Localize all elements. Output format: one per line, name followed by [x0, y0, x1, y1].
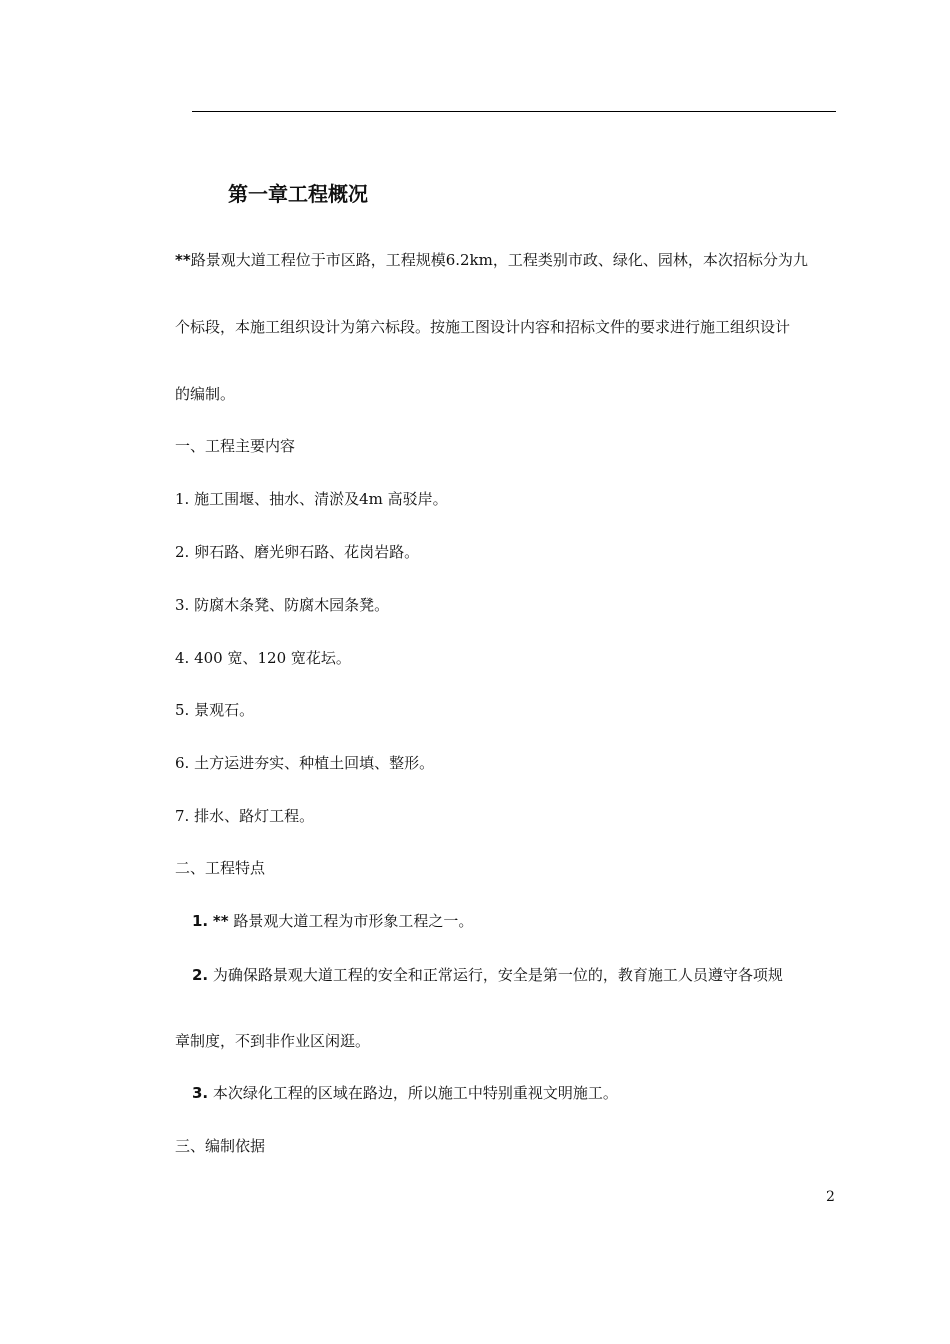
section-2-item-1-num: 1. — [192, 912, 209, 930]
intro-line-3: 的编制。 — [175, 385, 236, 403]
section-2-item-1-text: 路景观大道工程为市形象工程之一。 — [228, 912, 474, 930]
section-1-item-4: 4. 400 宽、120 宽花坛。 — [175, 649, 351, 667]
section-2-item-1-stars: ** — [212, 912, 229, 930]
section-2-item-3-text: 本次绿化工程的区域在路边，所以施工中特别重视文明施工。 — [212, 1084, 618, 1102]
chapter-title: 第一章工程概况 — [228, 182, 368, 206]
section-2-item-2 — [192, 965, 783, 985]
section-2-item-2-num: 2. — [192, 966, 209, 984]
section-3-heading: 三、编制依据 — [175, 1137, 266, 1155]
intro-stars: ** — [175, 251, 191, 269]
section-2-item-2-text: 为确保路景观大道工程的安全和正常运行，安全是第一位的，教育施工人员遵守各项规 — [212, 966, 783, 984]
intro-line-1 — [175, 250, 808, 270]
page-number: 2 — [826, 1189, 835, 1205]
section-2-item-1 — [192, 911, 473, 931]
section-1-item-2: 2. 卵石路、磨光卵石路、花岗岩路。 — [175, 543, 420, 561]
section-1-item-5: 5. 景观石。 — [175, 701, 255, 719]
section-2-heading: 二、工程特点 — [175, 859, 266, 877]
section-1-item-3: 3. 防腐木条凳、防腐木园条凳。 — [175, 596, 390, 614]
intro-line-1-text: 路景观大道工程位于市区路，工程规模6.2km，工程类别市政、绿化、园林，本次招标分为九 — [190, 251, 808, 269]
section-1-item-1: 1. 施工围堰、抽水、清淤及4m 高驳岸。 — [175, 490, 448, 508]
section-1-heading: 一、工程主要内容 — [175, 437, 296, 455]
intro-line-2: 个标段，本施工组织设计为第六标段。按施工图设计内容和招标文件的要求进行施工组织设计 — [175, 318, 791, 336]
section-2-item-3-num: 3. — [192, 1084, 209, 1102]
section-1-item-7: 7. 排水、路灯工程。 — [175, 807, 315, 825]
header-rule — [192, 111, 836, 112]
section-1-item-6: 6. 土方运进夯实、种植土回填、整形。 — [175, 754, 435, 772]
section-2-item-2-continuation: 章制度，不到非作业区闲逛。 — [175, 1032, 371, 1050]
section-2-item-3 — [192, 1083, 618, 1103]
